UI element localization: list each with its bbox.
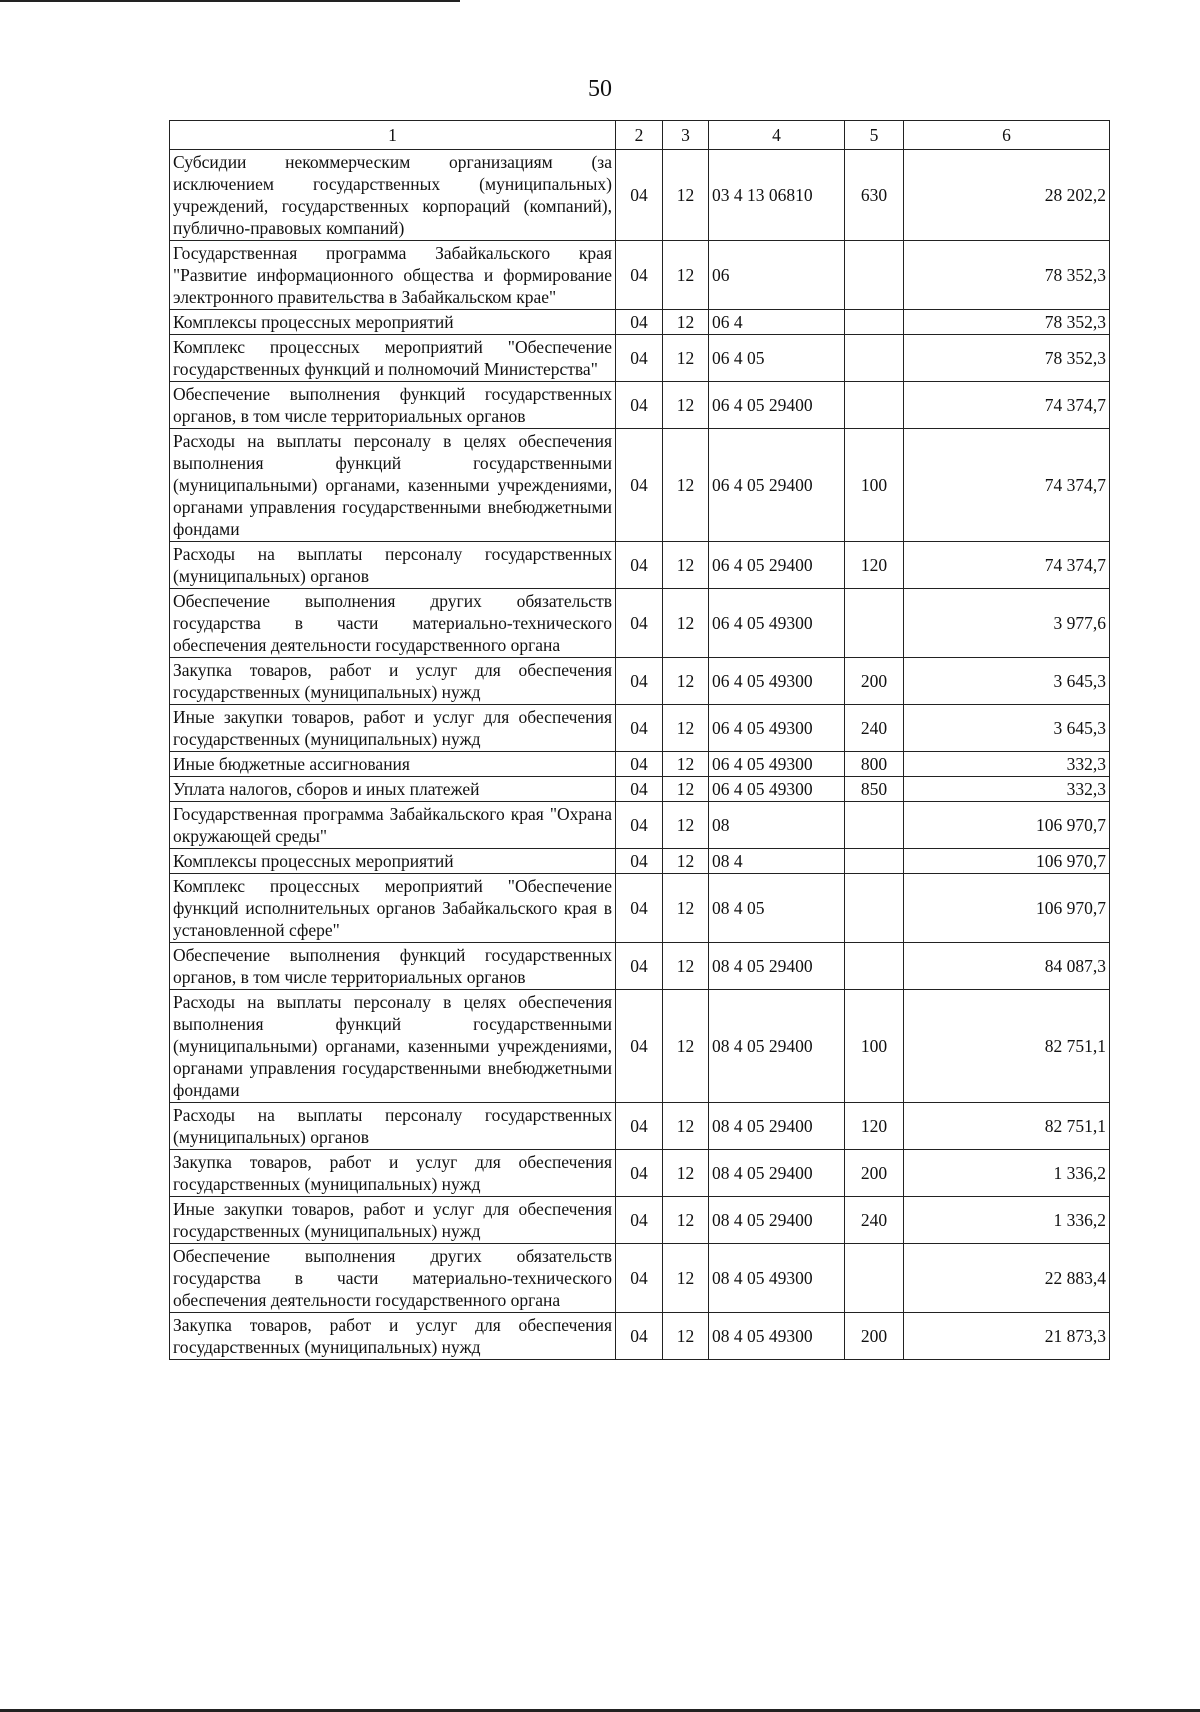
table-row (170, 310, 1110, 335)
amount-cell: 22 883,4 (904, 1244, 1110, 1313)
target-article-code-cell: 06 4 05 29400 (709, 542, 845, 589)
expense-type-code-cell: 100 (845, 990, 904, 1103)
target-article-code-cell: 08 4 05 29400 (709, 1197, 845, 1244)
target-article-code-cell: 06 4 05 (709, 335, 845, 382)
expense-type-code-cell (845, 382, 904, 429)
table-row (170, 1197, 1110, 1244)
budget-table (169, 120, 1110, 1360)
target-article-code-cell: 06 4 (709, 310, 845, 335)
item-name-cell: Субсидии некоммерческим организациям (за исключением государственных (муниципальных) учреждений, государственных корпораций (компаний), публично-правовых компаний) (170, 150, 616, 241)
section-code-cell: 04 (616, 150, 663, 241)
expense-type-code-cell: 630 (845, 150, 904, 241)
table-row (170, 705, 1110, 752)
amount-cell: 106 970,7 (904, 874, 1110, 943)
amount-cell: 1 336,2 (904, 1197, 1110, 1244)
amount-cell: 3 645,3 (904, 658, 1110, 705)
section-code-cell: 04 (616, 1313, 663, 1360)
table-row (170, 1103, 1110, 1150)
expense-type-code-cell (845, 802, 904, 849)
target-article-code-cell: 06 4 05 49300 (709, 658, 845, 705)
expense-type-code-cell: 100 (845, 429, 904, 542)
subsection-code-cell: 12 (663, 849, 709, 874)
amount-cell: 3 645,3 (904, 705, 1110, 752)
subsection-code-cell: 12 (663, 777, 709, 802)
section-code-cell: 04 (616, 335, 663, 382)
amount-cell: 78 352,3 (904, 241, 1110, 310)
header-cell: 4 (709, 121, 845, 150)
section-code-cell: 04 (616, 990, 663, 1103)
item-name-cell: Обеспечение выполнения других обязательств государства в части материально-технического обеспечения деятельности государственного органа (170, 1244, 616, 1313)
item-name-cell: Государственная программа Забайкальского края "Охрана окружающей среды" (170, 802, 616, 849)
subsection-code-cell: 12 (663, 752, 709, 777)
item-name-cell: Обеспечение выполнения функций государственных органов, в том числе территориальных органов (170, 943, 616, 990)
expense-type-code-cell (845, 310, 904, 335)
section-code-cell: 04 (616, 874, 663, 943)
item-name-cell: Закупка товаров, работ и услуг для обеспечения государственных (муниципальных) нужд (170, 1150, 616, 1197)
expense-type-code-cell (845, 943, 904, 990)
section-code-cell: 04 (616, 658, 663, 705)
target-article-code-cell: 06 4 05 29400 (709, 382, 845, 429)
expense-type-code-cell: 200 (845, 1313, 904, 1360)
header-cell: 3 (663, 121, 709, 150)
target-article-code-cell: 08 4 05 29400 (709, 990, 845, 1103)
target-article-code-cell: 08 4 05 49300 (709, 1313, 845, 1360)
subsection-code-cell: 12 (663, 874, 709, 943)
item-name-cell: Расходы на выплаты персоналу государственных (муниципальных) органов (170, 542, 616, 589)
item-name-cell: Комплекс процессных мероприятий "Обеспечение функций исполнительных органов Забайкальского края в установленной сфере" (170, 874, 616, 943)
table-row (170, 658, 1110, 705)
amount-cell: 21 873,3 (904, 1313, 1110, 1360)
expense-type-code-cell (845, 874, 904, 943)
amount-cell: 28 202,2 (904, 150, 1110, 241)
amount-cell: 106 970,7 (904, 849, 1110, 874)
amount-cell: 74 374,7 (904, 429, 1110, 542)
page-number: 50 (588, 76, 612, 102)
subsection-code-cell: 12 (663, 241, 709, 310)
target-article-code-cell: 06 4 05 49300 (709, 777, 845, 802)
header-row (170, 121, 1110, 150)
table-row (170, 542, 1110, 589)
subsection-code-cell: 12 (663, 943, 709, 990)
amount-cell: 84 087,3 (904, 943, 1110, 990)
table-row (170, 943, 1110, 990)
item-name-cell: Закупка товаров, работ и услуг для обеспечения государственных (муниципальных) нужд (170, 658, 616, 705)
subsection-code-cell: 12 (663, 429, 709, 542)
table-row (170, 589, 1110, 658)
section-code-cell: 04 (616, 589, 663, 658)
subsection-code-cell: 12 (663, 802, 709, 849)
section-code-cell: 04 (616, 1197, 663, 1244)
top-rule (0, 0, 460, 2)
subsection-code-cell: 12 (663, 382, 709, 429)
table-row (170, 777, 1110, 802)
amount-cell: 332,3 (904, 777, 1110, 802)
subsection-code-cell: 12 (663, 1103, 709, 1150)
item-name-cell: Государственная программа Забайкальского края "Развитие информационного общества и формирование электронного правительства в Забайкальском крае" (170, 241, 616, 310)
subsection-code-cell: 12 (663, 542, 709, 589)
expense-type-code-cell: 800 (845, 752, 904, 777)
item-name-cell: Иные закупки товаров, работ и услуг для обеспечения государственных (муниципальных) нужд (170, 705, 616, 752)
target-article-code-cell: 08 4 05 29400 (709, 1103, 845, 1150)
table-row (170, 241, 1110, 310)
target-article-code-cell: 08 4 05 (709, 874, 845, 943)
expense-type-code-cell: 240 (845, 1197, 904, 1244)
amount-cell: 78 352,3 (904, 335, 1110, 382)
amount-cell: 106 970,7 (904, 802, 1110, 849)
section-code-cell: 04 (616, 542, 663, 589)
table-row (170, 752, 1110, 777)
section-code-cell: 04 (616, 849, 663, 874)
subsection-code-cell: 12 (663, 1244, 709, 1313)
amount-cell: 82 751,1 (904, 990, 1110, 1103)
table-row (170, 874, 1110, 943)
table-row (170, 150, 1110, 241)
target-article-code-cell: 08 (709, 802, 845, 849)
item-name-cell: Иные бюджетные ассигнования (170, 752, 616, 777)
item-name-cell: Обеспечение выполнения функций государственных органов, в том числе территориальных органов (170, 382, 616, 429)
section-code-cell: 04 (616, 1244, 663, 1313)
item-name-cell: Расходы на выплаты персоналу в целях обеспечения выполнения функций государственными (муниципальными) органами, казенными учреждениями, органами управления государственными внебюджетными фондами (170, 429, 616, 542)
subsection-code-cell: 12 (663, 658, 709, 705)
item-name-cell: Обеспечение выполнения других обязательств государства в части материально-технического обеспечения деятельности государственного органа (170, 589, 616, 658)
section-code-cell: 04 (616, 382, 663, 429)
expense-type-code-cell (845, 849, 904, 874)
amount-cell: 3 977,6 (904, 589, 1110, 658)
target-article-code-cell: 08 4 05 29400 (709, 1150, 845, 1197)
amount-cell: 332,3 (904, 752, 1110, 777)
section-code-cell: 04 (616, 429, 663, 542)
target-article-code-cell: 06 4 05 29400 (709, 429, 845, 542)
header-cell: 2 (616, 121, 663, 150)
expense-type-code-cell: 120 (845, 1103, 904, 1150)
header-cell: 5 (845, 121, 904, 150)
subsection-code-cell: 12 (663, 310, 709, 335)
expense-type-code-cell (845, 241, 904, 310)
section-code-cell: 04 (616, 1103, 663, 1150)
header-cell: 6 (904, 121, 1110, 150)
target-article-code-cell: 08 4 (709, 849, 845, 874)
table-row (170, 1244, 1110, 1313)
target-article-code-cell: 03 4 13 06810 (709, 150, 845, 241)
item-name-cell: Расходы на выплаты персоналу в целях обеспечения выполнения функций государственными (муниципальными) органами, казенными учреждениями, органами управления государственными внебюджетными фондами (170, 990, 616, 1103)
expense-type-code-cell: 120 (845, 542, 904, 589)
item-name-cell: Комплекс процессных мероприятий "Обеспечение государственных функций и полномочий Министерства" (170, 335, 616, 382)
table-row (170, 1313, 1110, 1360)
target-article-code-cell: 08 4 05 29400 (709, 943, 845, 990)
subsection-code-cell: 12 (663, 1150, 709, 1197)
amount-cell: 82 751,1 (904, 1103, 1110, 1150)
table-row (170, 382, 1110, 429)
table-row (170, 802, 1110, 849)
section-code-cell: 04 (616, 241, 663, 310)
item-name-cell: Закупка товаров, работ и услуг для обеспечения государственных (муниципальных) нужд (170, 1313, 616, 1360)
expense-type-code-cell: 850 (845, 777, 904, 802)
subsection-code-cell: 12 (663, 589, 709, 658)
amount-cell: 74 374,7 (904, 542, 1110, 589)
expense-type-code-cell (845, 589, 904, 658)
target-article-code-cell: 08 4 05 49300 (709, 1244, 845, 1313)
header-cell: 1 (170, 121, 616, 150)
item-name-cell: Комплексы процессных мероприятий (170, 849, 616, 874)
item-name-cell: Иные закупки товаров, работ и услуг для обеспечения государственных (муниципальных) нужд (170, 1197, 616, 1244)
table-row (170, 335, 1110, 382)
item-name-cell: Расходы на выплаты персоналу государственных (муниципальных) органов (170, 1103, 616, 1150)
amount-cell: 78 352,3 (904, 310, 1110, 335)
expense-type-code-cell (845, 335, 904, 382)
table-row (170, 990, 1110, 1103)
table-row (170, 849, 1110, 874)
section-code-cell: 04 (616, 705, 663, 752)
table-row (170, 429, 1110, 542)
expense-type-code-cell (845, 1244, 904, 1313)
subsection-code-cell: 12 (663, 1313, 709, 1360)
subsection-code-cell: 12 (663, 150, 709, 241)
item-name-cell: Комплексы процессных мероприятий (170, 310, 616, 335)
target-article-code-cell: 06 (709, 241, 845, 310)
expense-type-code-cell: 200 (845, 658, 904, 705)
subsection-code-cell: 12 (663, 990, 709, 1103)
subsection-code-cell: 12 (663, 335, 709, 382)
subsection-code-cell: 12 (663, 705, 709, 752)
target-article-code-cell: 06 4 05 49300 (709, 589, 845, 658)
table-row (170, 1150, 1110, 1197)
target-article-code-cell: 06 4 05 49300 (709, 705, 845, 752)
section-code-cell: 04 (616, 777, 663, 802)
expense-type-code-cell: 200 (845, 1150, 904, 1197)
section-code-cell: 04 (616, 752, 663, 777)
expense-type-code-cell: 240 (845, 705, 904, 752)
section-code-cell: 04 (616, 310, 663, 335)
section-code-cell: 04 (616, 802, 663, 849)
amount-cell: 74 374,7 (904, 382, 1110, 429)
section-code-cell: 04 (616, 943, 663, 990)
subsection-code-cell: 12 (663, 1197, 709, 1244)
target-article-code-cell: 06 4 05 49300 (709, 752, 845, 777)
amount-cell: 1 336,2 (904, 1150, 1110, 1197)
item-name-cell: Уплата налогов, сборов и иных платежей (170, 777, 616, 802)
section-code-cell: 04 (616, 1150, 663, 1197)
